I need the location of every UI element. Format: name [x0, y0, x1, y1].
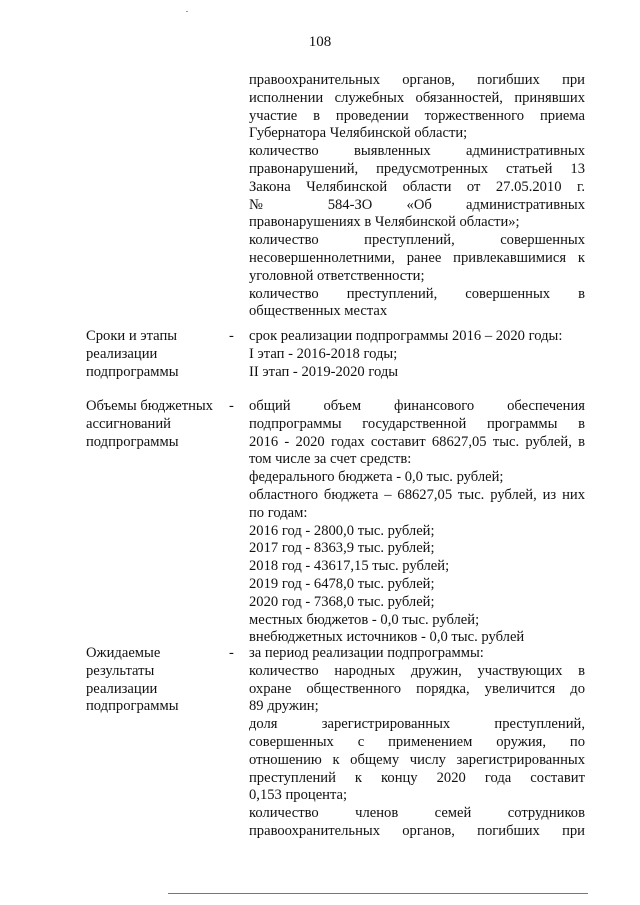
text-line: количество преступлений, совершенных в	[249, 285, 585, 302]
section-dash: -	[229, 398, 234, 414]
text-line: подпрограммы государственной программы в	[249, 415, 585, 432]
text-line: количество членов семей сотрудников	[249, 805, 585, 822]
text-line: преступлений к концу 2020 года составит	[249, 769, 585, 786]
label-line: подпрограммы	[86, 363, 179, 380]
text-line: местных бюджетов - 0,0 тыс. рублей;	[249, 611, 480, 628]
text-line: по годам:	[249, 504, 308, 521]
text-line: Закона Челябинской области от 27.05.2010 г.	[249, 178, 585, 195]
text-line: участие в проведении торжественного приема	[249, 107, 585, 124]
label-line: подпрограммы	[86, 698, 179, 715]
text-line: за период реализации подпрограммы:	[249, 645, 484, 661]
label-line: реализации	[86, 680, 158, 697]
text-line: I этап - 2016-2018 годы;	[249, 345, 398, 362]
text-line: внебюджетных источников - 0,0 тыс. рублей	[249, 629, 525, 646]
text-line: количество выявленных административных	[249, 143, 585, 160]
text-line: отношению к общему числу зарегистрированных	[249, 751, 585, 768]
section-label	[86, 328, 226, 381]
text-line: № 584-ЗО «Об административных	[249, 196, 585, 213]
section-content	[249, 398, 585, 647]
text-line: несовершеннолетними, ранее привлекавшимися к	[249, 249, 585, 266]
text-line: 2020 год - 7368,0 тыс. рублей;	[249, 593, 435, 610]
section-label	[86, 398, 226, 451]
section-dash: -	[229, 645, 234, 661]
label-line: Сроки и этапы	[86, 328, 178, 344]
text-line: исполнении служебных обязанностей, принявших	[249, 89, 585, 106]
text-line: срок реализации подпрограммы 2016 – 2020 годы:	[249, 328, 563, 344]
bottom-rule	[168, 893, 588, 894]
text-line: правонарушениях в Челябинской области»;	[249, 214, 520, 231]
text-line: 2018 год - 43617,15 тыс. рублей;	[249, 558, 450, 575]
label-line: Объемы бюджетных	[86, 398, 213, 414]
text-line: 2016 год - 2800,0 тыс. рублей;	[249, 522, 435, 539]
section-dash: -	[229, 328, 234, 344]
scan-mark	[186, 11, 188, 12]
label-line: Ожидаемые	[86, 645, 161, 661]
text-line: 2019 год - 6478,0 тыс. рублей;	[249, 575, 435, 592]
text-line: правоохранительных органов, погибших при	[249, 822, 585, 839]
text-line: II этап - 2019-2020 годы	[249, 363, 399, 380]
text-line: федерального бюджета - 0,0 тыс. рублей;	[249, 469, 504, 486]
text-line: 2017 год - 8363,9 тыс. рублей;	[249, 540, 435, 557]
text-line: общественных местах	[249, 303, 388, 320]
label-line: ассигнований	[86, 415, 171, 432]
text-line: охране общественного порядка, увеличится до	[249, 680, 585, 697]
section-content	[249, 645, 585, 841]
label-line: подпрограммы	[86, 433, 179, 450]
text-line: том числе за счет средств:	[249, 451, 412, 468]
page-number: 108	[308, 34, 332, 50]
text-line: общий объем финансового обеспечения	[249, 398, 585, 414]
continued-indicators-text	[249, 72, 585, 321]
label-line: реализации	[86, 345, 158, 362]
text-line: правонарушений, предусмотренных статьей 13	[249, 160, 585, 177]
section-label	[86, 645, 226, 716]
text-line: Губернатора Челябинской области;	[249, 125, 468, 142]
text-line: 2016 - 2020 годах составит 68627,05 тыс. рублей, в	[249, 433, 585, 450]
text-line: совершенных с применением оружия, по	[249, 733, 585, 750]
text-line: правоохранительных органов, погибших при	[249, 72, 585, 88]
label-line: результаты	[86, 662, 155, 679]
text-line: областного бюджета – 68627,05 тыс. рублей, из них	[249, 486, 585, 503]
text-line: количество народных дружин, участвующих в	[249, 662, 585, 679]
text-line: уголовной ответственности;	[249, 267, 425, 284]
section-content	[249, 328, 585, 381]
text-line: 0,153 процента;	[249, 787, 348, 804]
text-line: доля зарегистрированных преступлений,	[249, 716, 585, 733]
text-line: количество преступлений, совершенных	[249, 232, 585, 249]
text-line: 89 дружин;	[249, 698, 319, 715]
